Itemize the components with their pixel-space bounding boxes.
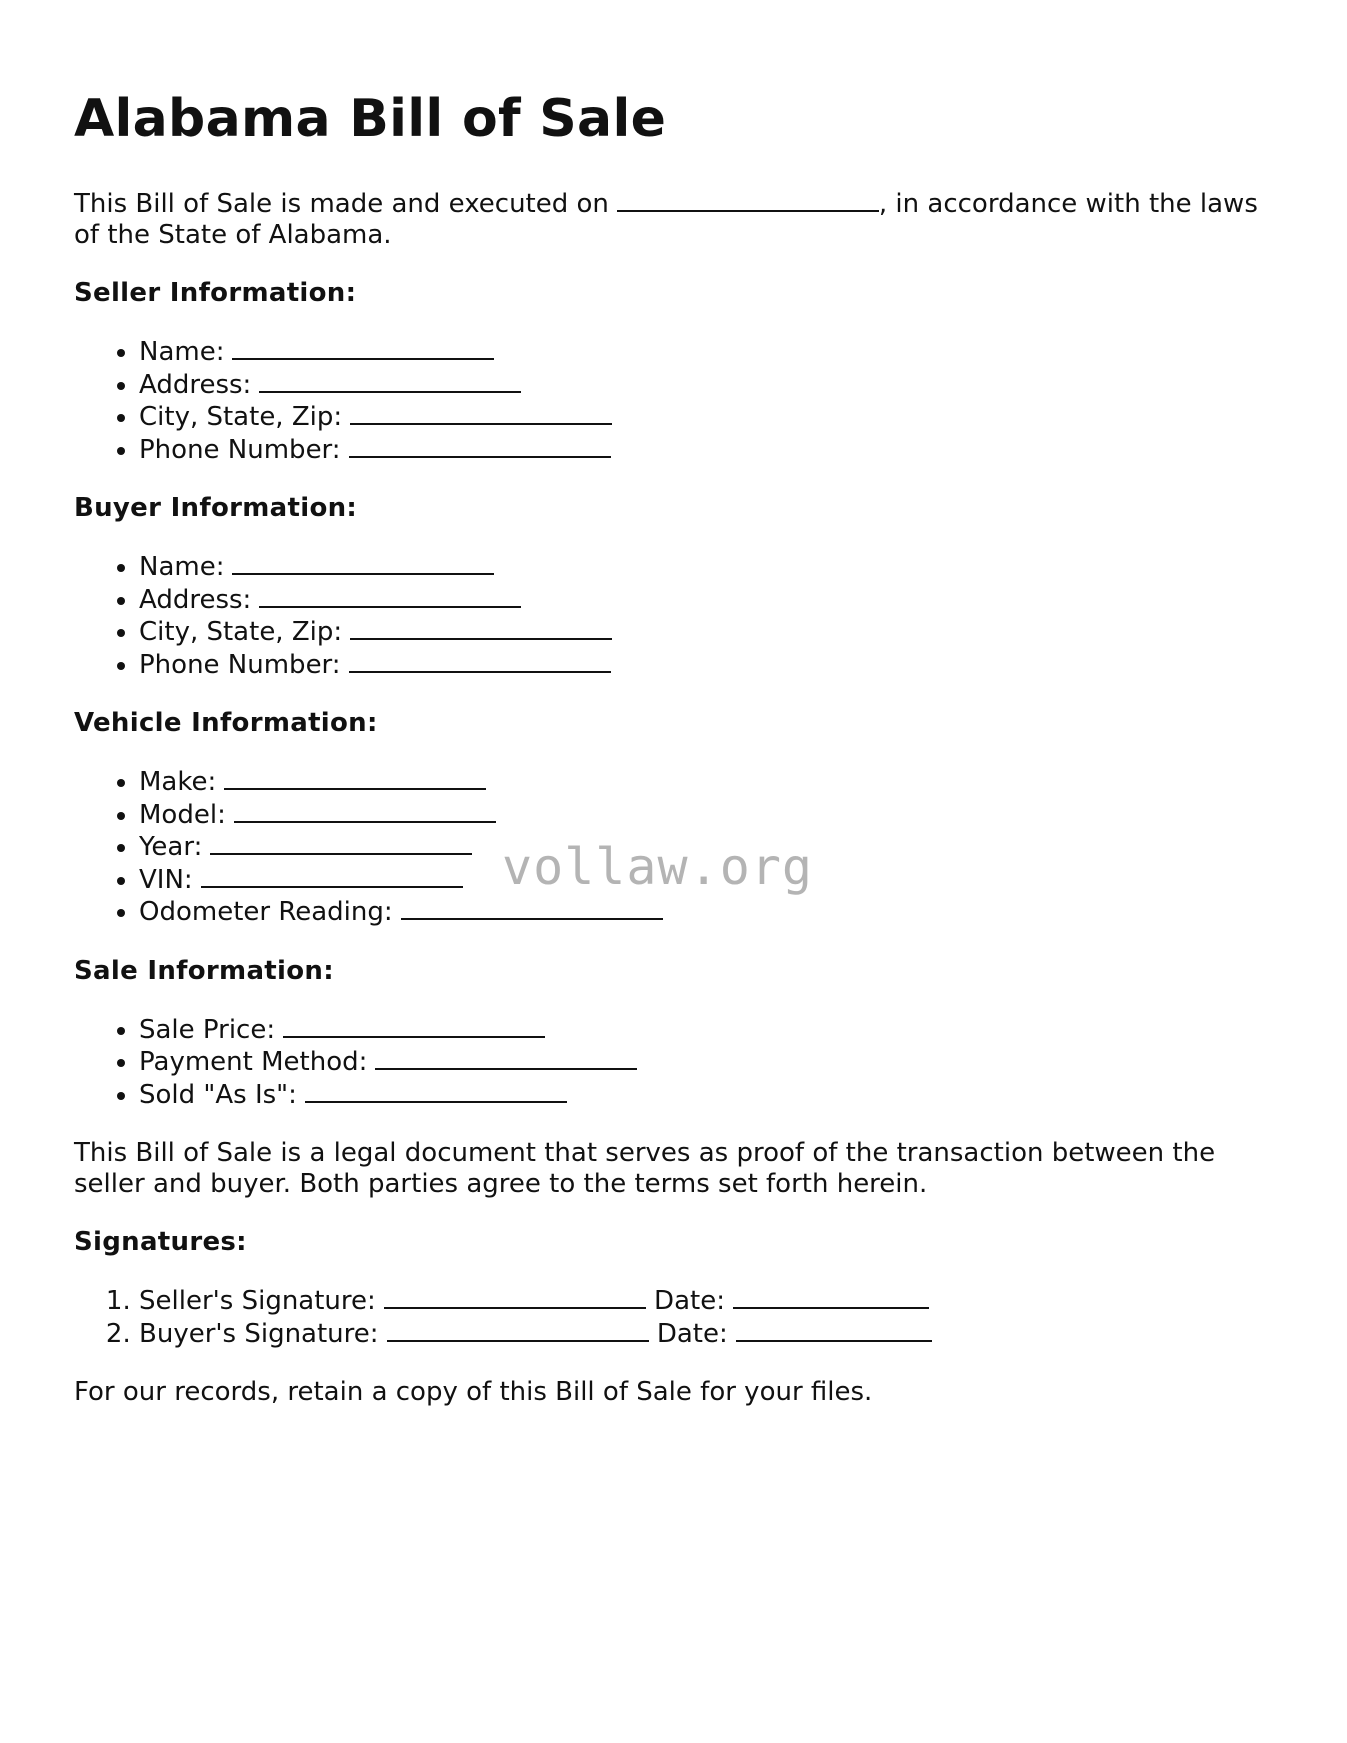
intro-text-before: This Bill of Sale is made and executed on xyxy=(74,189,609,220)
seller-date-label: Date: xyxy=(654,1286,725,1317)
buyer-address-label: Address: xyxy=(139,584,252,615)
seller-fields xyxy=(74,336,1284,466)
seller-phone-label: Phone Number: xyxy=(139,434,341,465)
execution-date-blank[interactable] xyxy=(617,188,879,212)
footer-note: For our records, retain a copy of this Bill of Sale for your files. xyxy=(74,1377,873,1408)
vehicle-heading: Vehicle Information: xyxy=(74,708,378,739)
seller-city-state-zip-blank[interactable] xyxy=(350,401,612,425)
seller-name-blank[interactable] xyxy=(232,336,494,360)
sale-price-blank[interactable] xyxy=(283,1014,545,1038)
buyer-city-state-zip-blank[interactable] xyxy=(350,616,612,640)
list-item xyxy=(139,1014,1284,1047)
sale-price-label: Sale Price: xyxy=(139,1014,276,1045)
list-item xyxy=(139,336,1284,369)
watermark: vollaw.org xyxy=(502,838,814,896)
buyer-date-label: Date: xyxy=(656,1318,728,1349)
vehicle-vin-blank[interactable] xyxy=(201,864,463,888)
seller-address-label: Address: xyxy=(139,369,252,400)
buyer-signature-label: Buyer's Signature: xyxy=(139,1318,379,1349)
buyer-date-blank[interactable] xyxy=(736,1318,932,1342)
vehicle-year-label: Year: xyxy=(139,832,203,863)
list-item xyxy=(139,1318,1284,1351)
vehicle-model-blank[interactable] xyxy=(234,799,496,823)
intro-text-after: , in accordance with the laws of the State of Alabama. xyxy=(74,189,1258,251)
buyer-name-label: Name: xyxy=(139,552,225,583)
list-item xyxy=(139,1046,1284,1079)
vehicle-odometer-blank[interactable] xyxy=(401,896,663,920)
sold-as-is-label: Sold "As Is": xyxy=(139,1079,297,1110)
list-item xyxy=(139,799,1284,832)
list-item xyxy=(139,369,1284,402)
signatures-heading: Signatures: xyxy=(74,1227,247,1258)
buyer-fields xyxy=(74,551,1284,681)
list-item xyxy=(139,896,1284,929)
list-item xyxy=(139,616,1284,649)
list-item xyxy=(139,1079,1284,1112)
seller-city-state-zip-label: City, State, Zip: xyxy=(139,402,343,433)
payment-method-blank[interactable] xyxy=(375,1046,637,1070)
sale-fields xyxy=(74,1014,1284,1112)
sold-as-is-blank[interactable] xyxy=(305,1079,567,1103)
list-item xyxy=(139,434,1284,467)
seller-date-blank[interactable] xyxy=(733,1285,929,1309)
signature-list xyxy=(74,1285,1284,1350)
seller-signature-blank[interactable] xyxy=(384,1285,646,1309)
list-item xyxy=(139,551,1284,584)
seller-name-label: Name: xyxy=(139,337,225,368)
list-item xyxy=(139,1285,1284,1318)
document-page xyxy=(74,88,1284,1435)
legal-statement: This Bill of Sale is a legal document that serves as proof of the transaction between the seller and buyer. Both parties agree to the terms set forth herein. xyxy=(74,1138,1216,1200)
buyer-name-blank[interactable] xyxy=(232,551,494,575)
buyer-signature-blank[interactable] xyxy=(387,1318,649,1342)
buyer-phone-label: Phone Number: xyxy=(139,649,341,680)
seller-signature-label: Seller's Signature: xyxy=(139,1286,376,1317)
list-item xyxy=(139,766,1284,799)
list-item xyxy=(139,649,1284,682)
buyer-heading: Buyer Information: xyxy=(74,493,358,524)
buyer-city-state-zip-label: City, State, Zip: xyxy=(139,617,343,648)
seller-heading: Seller Information: xyxy=(74,278,357,309)
intro-paragraph xyxy=(74,188,1284,251)
vehicle-model-label: Model: xyxy=(139,799,226,830)
vehicle-make-blank[interactable] xyxy=(224,766,486,790)
vehicle-odometer-label: Odometer Reading: xyxy=(139,897,393,928)
vehicle-vin-label: VIN: xyxy=(139,864,193,895)
buyer-address-blank[interactable] xyxy=(259,584,521,608)
payment-method-label: Payment Method: xyxy=(139,1047,368,1078)
list-item xyxy=(139,401,1284,434)
sale-heading: Sale Information: xyxy=(74,955,334,986)
seller-address-blank[interactable] xyxy=(259,369,521,393)
document-title: Alabama Bill of Sale xyxy=(74,89,667,149)
list-item xyxy=(139,584,1284,617)
seller-phone-blank[interactable] xyxy=(349,434,611,458)
vehicle-year-blank[interactable] xyxy=(210,831,472,855)
buyer-phone-blank[interactable] xyxy=(349,649,611,673)
vehicle-make-label: Make: xyxy=(139,767,217,798)
